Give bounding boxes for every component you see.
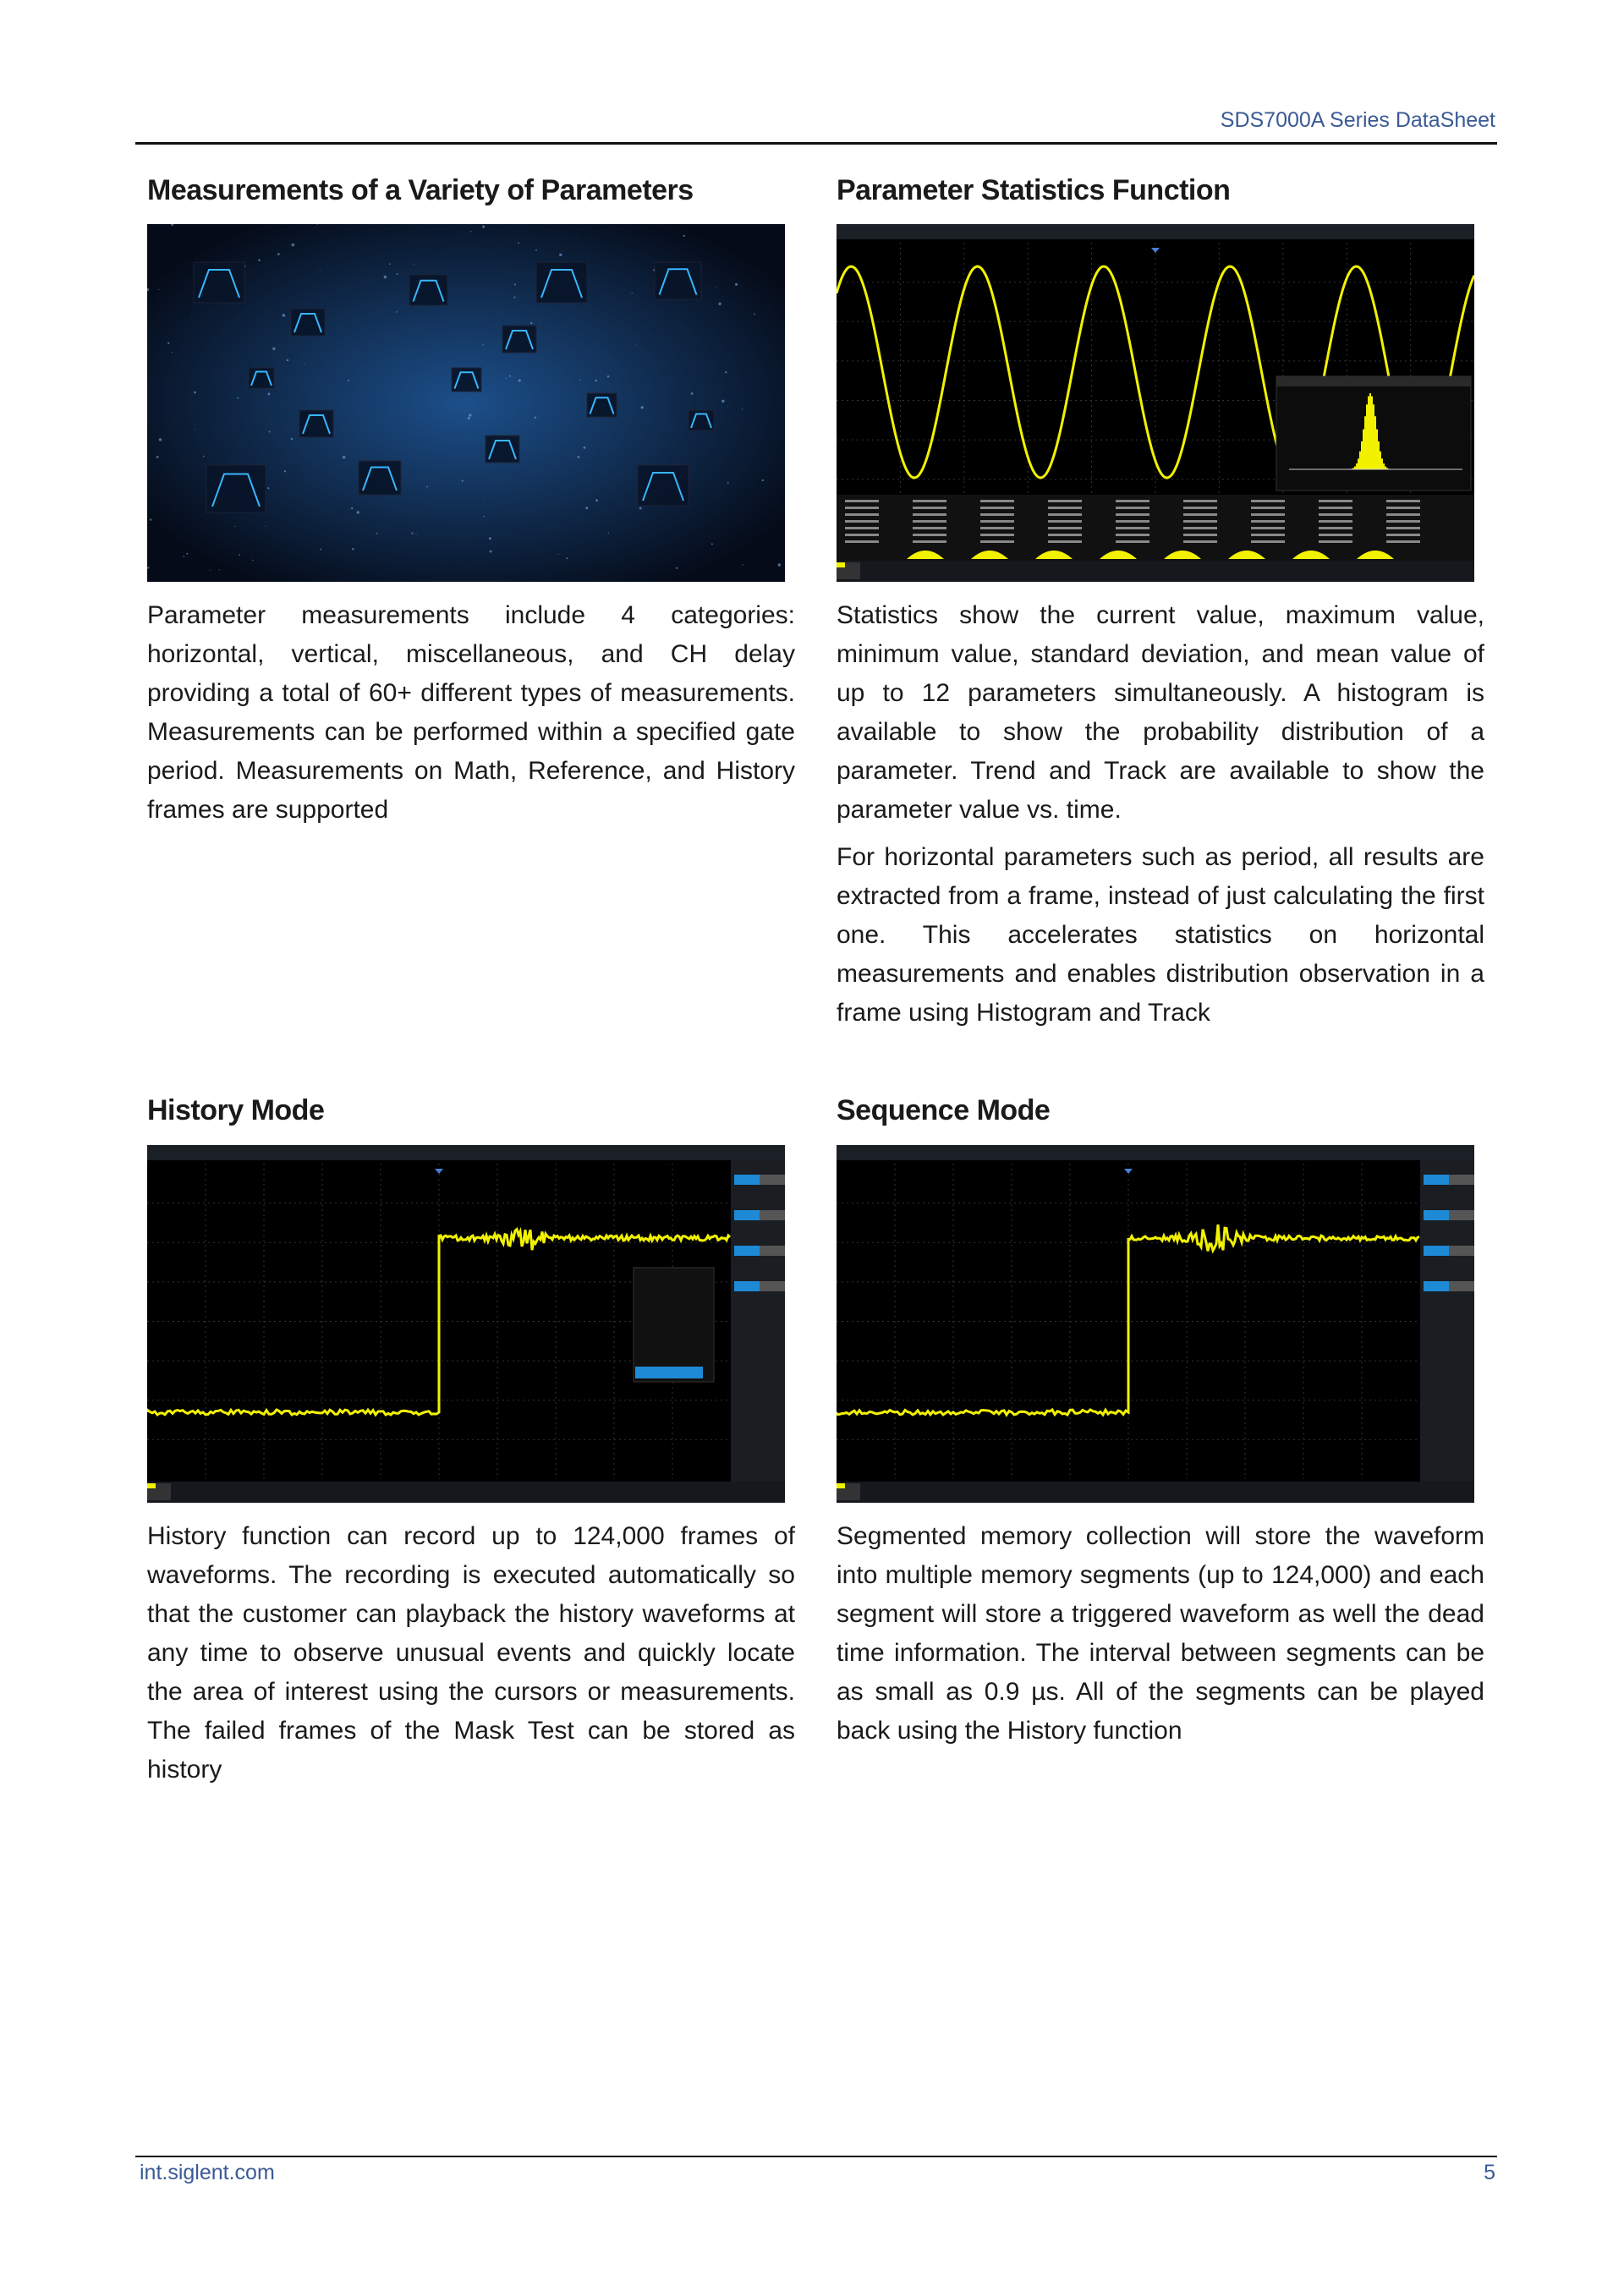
channel-indicator <box>147 1483 156 1488</box>
table-cell <box>845 527 879 529</box>
menu-on-button <box>734 1210 760 1220</box>
sparkle <box>320 549 321 551</box>
histogram-bar <box>1358 458 1359 469</box>
sparkle <box>389 263 391 265</box>
statistics-scope-screenshot <box>837 224 1474 582</box>
menu-on-button <box>734 1246 760 1256</box>
sparkle <box>585 507 588 509</box>
measurement-tile <box>409 275 447 305</box>
table-cell <box>1116 540 1149 543</box>
sparkle <box>735 283 738 286</box>
table-cell <box>845 520 879 523</box>
sparkle <box>239 554 240 556</box>
sparkle <box>595 380 598 382</box>
histogram-bar <box>1378 441 1380 469</box>
sparkle <box>468 417 470 419</box>
table-cell <box>1116 500 1149 502</box>
header-divider <box>135 142 1497 145</box>
scope-status-bar <box>147 1482 785 1503</box>
histogram-bar <box>1380 452 1381 469</box>
sparkle <box>426 486 428 488</box>
table-cell <box>1386 534 1420 536</box>
channel-indicator <box>837 1483 845 1488</box>
sparkle <box>194 392 196 394</box>
sparkle <box>348 380 349 381</box>
sparkle <box>183 556 184 557</box>
sparkle <box>210 570 211 571</box>
menu-off-button <box>760 1281 785 1291</box>
sparkle <box>518 242 519 244</box>
sparkle <box>513 297 515 299</box>
sparkle <box>304 363 305 364</box>
histogram-bar <box>1371 397 1373 469</box>
menu-off-button <box>760 1246 785 1256</box>
section-title-sequence: Sequence Mode <box>837 1094 1051 1126</box>
table-cell <box>1251 534 1285 536</box>
section-title-statistics: Parameter Statistics Function <box>837 174 1231 206</box>
sparkle <box>258 259 261 261</box>
history-description <box>147 1517 795 1798</box>
histogram-bar <box>1368 397 1369 469</box>
sparkle <box>640 406 643 408</box>
histogram-bar <box>1356 463 1358 469</box>
scope-status-bar <box>837 561 1474 582</box>
measurement-tile <box>194 262 244 303</box>
sparkle <box>559 254 562 256</box>
sparkle <box>191 317 192 318</box>
sparkle <box>291 438 293 440</box>
sparkle <box>267 393 270 396</box>
sparkle <box>711 543 713 545</box>
statistics-description <box>837 596 1484 1041</box>
channel-indicator <box>837 562 845 567</box>
sparkle <box>203 456 205 458</box>
sparkle <box>725 371 727 373</box>
sparkle <box>237 397 239 399</box>
table-cell <box>1048 507 1082 509</box>
table-cell <box>1251 527 1285 529</box>
menu-off-button <box>760 1210 785 1220</box>
sparkle <box>489 537 491 540</box>
sparkle <box>174 423 175 424</box>
table-cell <box>1116 534 1149 536</box>
menu-on-button <box>1424 1175 1449 1185</box>
sparkle <box>411 533 413 534</box>
histogram-bar <box>1364 416 1366 469</box>
history-list-row <box>635 1367 703 1378</box>
sparkle <box>558 554 559 555</box>
table-cell <box>1251 513 1285 516</box>
paragraph: Parameter measurements include 4 categories: horizontal, vertical, miscellaneous, and CH delay providing a total of 60+ different types of measurements. Measurements can be performed within a specified gate period. Measurements on Math, Reference, and History frames are supported <box>147 601 795 824</box>
table-cell <box>913 507 946 509</box>
measurements-description <box>147 596 795 838</box>
histogram-bar <box>1361 441 1363 469</box>
table-cell <box>980 540 1014 543</box>
sparkle <box>754 313 755 315</box>
table-cell <box>980 534 1014 536</box>
table-cell <box>1386 520 1420 523</box>
histogram-bar <box>1385 466 1386 469</box>
sparkle <box>159 438 162 441</box>
measurement-tile <box>486 436 519 463</box>
table-cell <box>845 507 879 509</box>
section-title-measurements: Measurements of a Variety of Parameters <box>147 174 694 206</box>
sparkle <box>607 375 610 378</box>
table-cell <box>1386 513 1420 516</box>
sparkle <box>277 253 280 255</box>
footer-website[interactable]: int.siglent.com <box>140 2161 275 2184</box>
sparkle <box>578 456 580 458</box>
table-cell <box>1319 500 1352 502</box>
sparkle <box>269 431 271 433</box>
table-cell <box>845 513 879 516</box>
table-cell <box>913 540 946 543</box>
sparkle <box>566 557 568 559</box>
histogram-bar <box>1363 430 1364 469</box>
sparkle <box>620 472 621 473</box>
histogram-bar <box>1374 416 1376 469</box>
sparkle <box>683 235 684 237</box>
table-cell <box>980 507 1014 509</box>
sparkle <box>252 560 253 561</box>
table-cell <box>1116 507 1149 509</box>
section-title-history: History Mode <box>147 1094 325 1126</box>
sparkle <box>283 314 286 317</box>
paragraph: Segmented memory collection will store the waveform into multiple memory segments (up to 124,000) and each segment will store a triggered waveform as well the dead time information. The interval between segments can be as small as 0.9 µs. All of the segments can be played back using the History function <box>837 1522 1484 1745</box>
table-cell <box>1386 540 1420 543</box>
sparkle <box>147 567 149 568</box>
histogram-title-bar <box>1276 376 1471 386</box>
footer-divider <box>135 2156 1497 2157</box>
table-cell <box>1183 540 1217 543</box>
scope-menu-bar <box>147 1145 785 1160</box>
sparkle <box>352 548 354 550</box>
sparkle <box>742 408 743 409</box>
sparkle <box>384 276 387 278</box>
menu-off-button <box>1449 1210 1474 1220</box>
table-cell <box>1183 507 1217 509</box>
table-cell <box>980 520 1014 523</box>
sparkle <box>150 518 151 520</box>
table-cell <box>1183 534 1217 536</box>
table-cell <box>1319 513 1352 516</box>
sparkle <box>343 456 345 458</box>
table-cell <box>1048 520 1082 523</box>
menu-on-button <box>1424 1246 1449 1256</box>
measurement-tile <box>502 326 536 353</box>
sparkle <box>462 479 464 481</box>
menu-off-button <box>1449 1175 1474 1185</box>
sequence-scope-screenshot <box>837 1145 1474 1503</box>
table-cell <box>1386 527 1420 529</box>
sparkle <box>376 533 378 534</box>
measurements-illustration <box>147 224 785 582</box>
sparkle <box>530 322 532 324</box>
menu-on-button <box>1424 1210 1449 1220</box>
history-scope-screenshot <box>147 1145 785 1503</box>
table-cell <box>1183 520 1217 523</box>
document-header-title: SDS7000A Series DataSheet <box>1220 108 1495 132</box>
menu-on-button <box>1424 1281 1449 1291</box>
sparkle <box>287 359 289 362</box>
history-list-row <box>635 1352 703 1364</box>
sparkle <box>718 303 721 305</box>
sparkle <box>292 244 295 247</box>
sparkle <box>234 526 235 527</box>
sparkle <box>272 348 275 350</box>
sparkle <box>727 482 729 484</box>
table-cell <box>1319 534 1352 536</box>
sparkle <box>636 344 637 345</box>
sparkle <box>595 499 598 501</box>
menu-off-button <box>760 1175 785 1185</box>
histogram-bar <box>1354 466 1356 469</box>
sparkle <box>499 312 500 313</box>
paragraph: Statistics show the current value, maximum value, minimum value, standard deviation, and mean value of up to 12 parameters simultaneously. A histogram is available to show the probability distribution of a parameter. Trend and Track are available to show the parameter value vs. time. <box>837 601 1484 824</box>
sparkle <box>509 375 511 377</box>
sparkle <box>608 533 609 534</box>
page-number: 5 <box>1484 2161 1495 2184</box>
history-list-row <box>635 1338 703 1350</box>
table-cell <box>1048 513 1082 516</box>
table-cell <box>980 500 1014 502</box>
history-list-row <box>635 1280 703 1292</box>
table-cell <box>913 513 946 516</box>
measurement-tile <box>638 465 689 506</box>
table-cell <box>913 500 946 502</box>
histogram-bar <box>1359 452 1361 469</box>
table-cell <box>1183 513 1217 516</box>
table-cell <box>1386 507 1420 509</box>
menu-off-button <box>1449 1281 1474 1291</box>
sparkle <box>676 567 678 569</box>
table-cell <box>1251 507 1285 509</box>
sparkle <box>535 249 537 251</box>
measurement-tile <box>206 465 266 512</box>
side-menu <box>1420 1160 1474 1482</box>
table-cell <box>845 500 879 502</box>
histogram-bar <box>1373 404 1374 469</box>
table-cell <box>1183 527 1217 529</box>
sparkle <box>778 563 782 567</box>
scope-menu-bar <box>837 1145 1474 1160</box>
table-cell <box>1251 540 1285 543</box>
table-cell <box>1251 520 1285 523</box>
histogram-bar <box>1381 458 1383 469</box>
sparkle <box>397 273 398 275</box>
measurement-tile <box>655 262 701 299</box>
menu-off-button <box>1449 1246 1474 1256</box>
sparkle <box>691 392 694 395</box>
table-cell <box>913 527 946 529</box>
sparkle <box>351 507 353 509</box>
sparkle <box>186 553 188 555</box>
history-list-row <box>635 1323 703 1335</box>
paragraph: History function can record up to 124,000 frames of waveforms. The recording is executed automatically so that the customer can playback the history waveforms at any time to observe unusual events and quickly locate the area of interest using the cursors or measurements. The failed frames of the Mask Test can be stored as history <box>147 1522 795 1784</box>
table-cell <box>845 534 879 536</box>
table-cell <box>980 527 1014 529</box>
sparkle <box>727 407 728 408</box>
sparkle <box>518 379 521 381</box>
sparkle <box>470 231 471 232</box>
table-cell <box>1251 500 1285 502</box>
sparkle <box>156 456 159 458</box>
sparkle <box>158 289 159 290</box>
table-cell <box>845 540 879 543</box>
screen-bg <box>837 1145 1474 1503</box>
history-list-row <box>635 1295 703 1307</box>
sparkle <box>490 551 492 553</box>
table-cell <box>1048 540 1082 543</box>
table-cell <box>1183 500 1217 502</box>
sparkle <box>396 311 397 312</box>
side-menu <box>731 1160 785 1482</box>
sparkle <box>535 417 536 419</box>
sparkle <box>514 283 516 285</box>
paragraph: For horizontal parameters such as period, all results are extracted from a frame, instead of just calculating the first one. This accelerates statistics on horizontal measurements and enables distribution observation in a frame using Histogram and Track <box>837 843 1484 1027</box>
measurement-tile <box>359 461 401 495</box>
table-cell <box>1319 520 1352 523</box>
sequence-description <box>837 1517 1484 1759</box>
table-cell <box>1116 513 1149 516</box>
sparkle <box>505 378 506 379</box>
table-cell <box>1048 500 1082 502</box>
sparkle <box>284 470 286 472</box>
table-cell <box>913 520 946 523</box>
table-cell <box>1116 520 1149 523</box>
sparkle <box>482 344 483 345</box>
sparkle <box>267 487 269 489</box>
table-cell <box>1048 534 1082 536</box>
histogram-bar <box>1369 393 1371 469</box>
sparkle <box>584 447 586 449</box>
sparkle <box>265 526 266 527</box>
sparkle <box>357 511 359 513</box>
sparkle <box>742 564 743 565</box>
sparkle <box>484 516 485 517</box>
sparkle <box>219 569 220 570</box>
menu-on-button <box>734 1281 760 1291</box>
sparkle <box>229 423 230 424</box>
history-list-row <box>635 1309 703 1321</box>
sparkle <box>172 352 173 353</box>
sparkle <box>217 514 218 515</box>
sparkle <box>639 507 642 510</box>
sparkle <box>167 342 169 344</box>
table-cell <box>1116 527 1149 529</box>
sparkle <box>762 479 764 481</box>
measurement-tile <box>536 262 587 303</box>
table-cell <box>1319 507 1352 509</box>
menu-on-button <box>734 1175 760 1185</box>
histogram-bar <box>1376 430 1378 469</box>
histogram-bar <box>1383 463 1385 469</box>
histogram-bar <box>1366 404 1368 469</box>
sparkle <box>482 225 485 227</box>
table-cell <box>1319 540 1352 543</box>
measurement-tile <box>452 368 481 392</box>
table-cell <box>913 534 946 536</box>
measurement-tile <box>587 393 617 417</box>
measurement-tile <box>291 309 325 336</box>
table-cell <box>980 513 1014 516</box>
table-cell <box>1319 527 1352 529</box>
scope-status-bar <box>837 1482 1474 1503</box>
scope-menu-bar <box>837 224 1474 239</box>
sparkle <box>413 264 414 265</box>
measurement-tile <box>299 410 333 437</box>
table-cell <box>1048 527 1082 529</box>
sparkle <box>721 400 724 403</box>
sparkle <box>579 379 580 380</box>
table-cell <box>1386 500 1420 502</box>
sparkle <box>469 414 471 417</box>
